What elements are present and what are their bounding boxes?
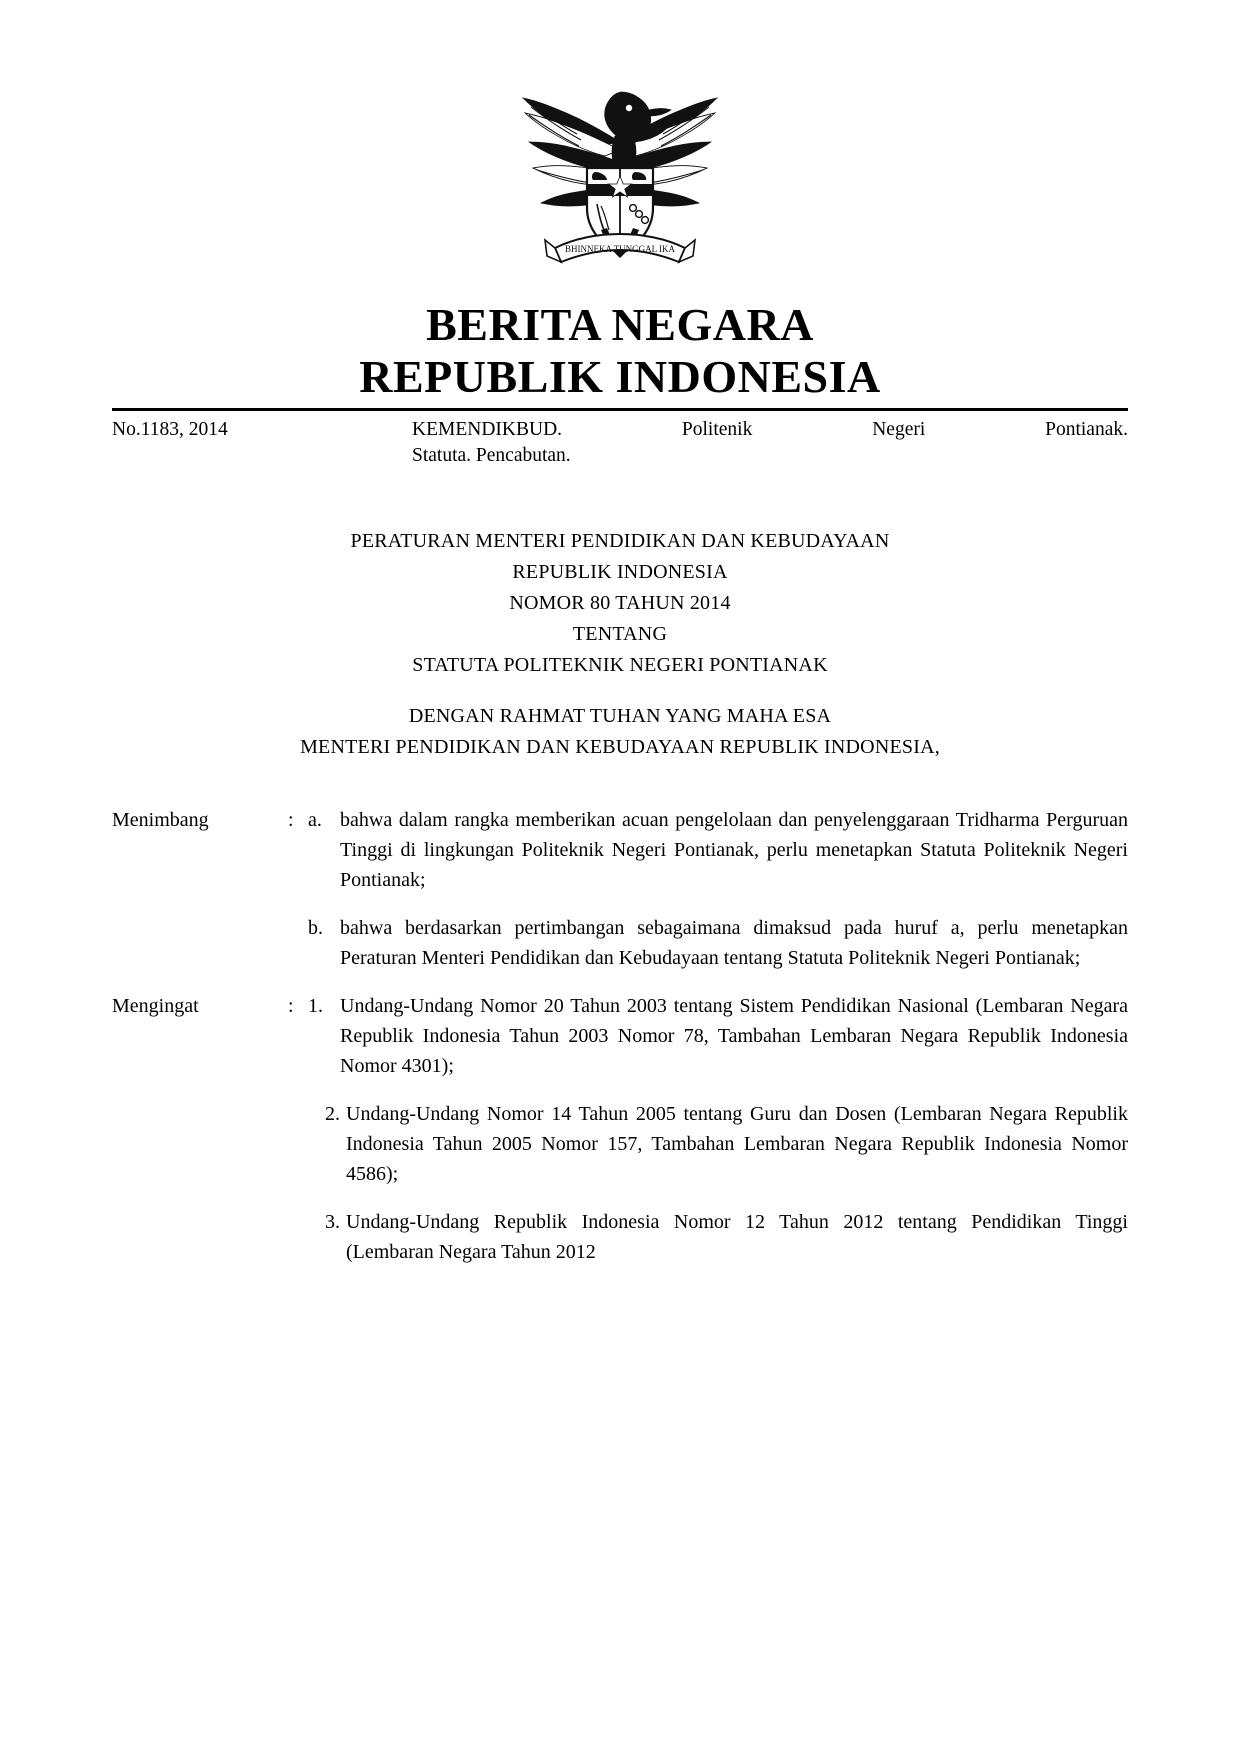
- clause-marker-menimbang-a: a.: [308, 808, 322, 831]
- gazette-number: No.1183, 2014: [112, 419, 228, 441]
- masthead-divider: [112, 408, 1128, 411]
- clause-mengingat-3: [112, 1207, 1128, 1267]
- emblem-container: [112, 80, 1128, 285]
- title-line-number: NOMOR 80 TAHUN 2014: [509, 591, 731, 614]
- motto-text: BHINNEKA TUNGGAL IKA: [565, 244, 675, 254]
- clause-label-mengingat: Mengingat: [112, 994, 199, 1017]
- clause-marker-menimbang-b: b.: [308, 916, 323, 939]
- regulation-title-block: [112, 526, 1128, 763]
- title-line-subject: STATUTA POLITEKNIK NEGERI PONTIANAK: [412, 653, 828, 676]
- clause-marker-mengingat-3: 3.: [325, 1210, 340, 1233]
- garuda-pancasila-emblem: [515, 80, 725, 285]
- clause-mengingat-2: [112, 1099, 1128, 1189]
- clause-mengingat-1: [112, 991, 1128, 1081]
- masthead-line-2: REPUBLIK INDONESIA: [359, 350, 881, 402]
- clause-menimbang-b: [112, 913, 1128, 973]
- gazette-subject-line-1: KEMENDIKBUD. Politenik Negeri Pontianak.: [412, 419, 1128, 441]
- clauses-section: [112, 805, 1128, 1267]
- title-line-blessing: DENGAN RAHMAT TUHAN YANG MAHA ESA: [408, 704, 832, 727]
- clause-marker-mengingat-2: 2.: [325, 1102, 340, 1125]
- clause-menimbang-a: [112, 805, 1128, 895]
- clause-text-mengingat-3: Undang-Undang Republik Indonesia Nomor 12 Tahun 2012 tentang Pendidikan Tinggi (Lembaran Negara Tahun 2012: [346, 1210, 1128, 1263]
- title-line-about: TENTANG: [572, 622, 668, 645]
- masthead-line-1: BERITA NEGARA: [426, 299, 814, 350]
- title-line-ministry: PERATURAN MENTERI PENDIDIKAN DAN KEBUDAYAAN: [350, 529, 890, 552]
- clause-marker-mengingat-1: 1.: [308, 994, 323, 1017]
- clause-text-mengingat-1: Undang-Undang Nomor 20 Tahun 2003 tentang Sistem Pendidikan Nasional (Lembaran Negara Republik Indonesia Tahun 2003 Nomor 78, Tambahan Lembaran Negara Republik Indonesia Nomor 4301);: [340, 994, 1128, 1077]
- clause-label-menimbang: Menimbang: [112, 808, 209, 831]
- gazette-header-row: [112, 417, 1128, 470]
- masthead: [112, 299, 1128, 402]
- gazette-subject: [412, 417, 1128, 470]
- title-line-republic: REPUBLIK INDONESIA: [512, 560, 728, 583]
- gazette-subject-line-2: Statuta. Pencabutan.: [412, 445, 571, 467]
- title-line-minister: MENTERI PENDIDIKAN DAN KEBUDAYAAN REPUBLIK INDONESIA,: [300, 735, 940, 758]
- clause-colon-mengingat: :: [288, 994, 294, 1017]
- clause-colon-menimbang: :: [288, 808, 294, 831]
- clause-text-menimbang-b: bahwa berdasarkan pertimbangan sebagaimana dimaksud pada huruf a, perlu menetapkan Peraturan Menteri Pendidikan dan Kebudayaan tentang Statuta Politeknik Negeri Pontianak;: [340, 916, 1128, 969]
- clause-text-menimbang-a: bahwa dalam rangka memberikan acuan pengelolaan dan penyelenggaraan Tridharma Perguruan Tinggi di lingkungan Politeknik Negeri Pontianak, perlu menetapkan Statuta Politeknik Negeri Pontianak;: [340, 808, 1128, 891]
- clause-text-mengingat-2: Undang-Undang Nomor 14 Tahun 2005 tentang Guru dan Dosen (Lembaran Negara Republik Indonesia Tahun 2005 Nomor 157, Tambahan Lembaran Negara Republik Indonesia Nomor 4586);: [346, 1102, 1128, 1185]
- title-spacer: [112, 681, 1128, 701]
